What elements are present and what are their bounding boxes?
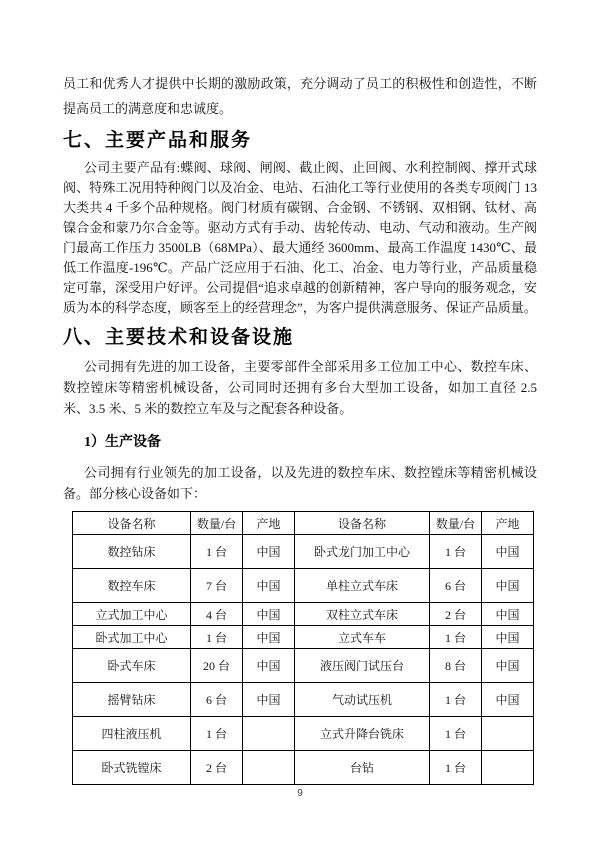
table-cell: 单柱立式车床 xyxy=(295,569,430,603)
table-row xyxy=(73,626,534,649)
table-cell: 20 台 xyxy=(191,649,243,683)
table-cell: 1 台 xyxy=(430,535,482,569)
table-cell: 中国 xyxy=(243,649,295,683)
table-cell xyxy=(243,717,295,751)
table-cell: 卧式车床 xyxy=(73,649,191,683)
table-cell: 6 台 xyxy=(430,569,482,603)
table-header-cell: 数量/台 xyxy=(191,512,243,535)
page-number: 9 xyxy=(297,788,303,799)
table-cell: 中国 xyxy=(482,535,534,569)
table-cell: 1 台 xyxy=(430,717,482,751)
table-row xyxy=(73,603,534,626)
table-row xyxy=(73,649,534,683)
table-row xyxy=(73,569,534,603)
table-cell: 中国 xyxy=(243,626,295,649)
table-cell: 2 台 xyxy=(430,603,482,626)
table-cell: 1 台 xyxy=(191,717,243,751)
table-cell: 7 台 xyxy=(191,569,243,603)
table-cell: 摇臂钻床 xyxy=(73,683,191,717)
table-header-cell: 设备名称 xyxy=(295,512,430,535)
table-cell: 中国 xyxy=(243,569,295,603)
table-cell: 1 台 xyxy=(191,626,243,649)
table-cell: 中国 xyxy=(243,603,295,626)
table-cell: 中国 xyxy=(243,683,295,717)
table-header-cell: 产地 xyxy=(482,512,534,535)
equipment-table-head xyxy=(73,512,534,535)
section-7-heading: 七、主要产品和服务 xyxy=(63,130,253,151)
table-cell: 立式车车 xyxy=(295,626,430,649)
table-cell: 8 台 xyxy=(430,649,482,683)
table-cell: 台钻 xyxy=(295,751,430,785)
table-cell xyxy=(243,751,295,785)
table-row xyxy=(73,683,534,717)
table-cell: 中国 xyxy=(482,603,534,626)
table-cell xyxy=(482,751,534,785)
table-cell: 中国 xyxy=(482,626,534,649)
equipment-table xyxy=(72,511,534,785)
table-cell: 中国 xyxy=(482,649,534,683)
table-cell: 4 台 xyxy=(191,603,243,626)
table-cell: 1 台 xyxy=(430,626,482,649)
table-cell: 立式加工中心 xyxy=(73,603,191,626)
table-cell: 2 台 xyxy=(191,751,243,785)
table-cell: 卧式加工中心 xyxy=(73,626,191,649)
table-row xyxy=(73,535,534,569)
table-row xyxy=(73,717,534,751)
table-cell: 数控车床 xyxy=(73,569,191,603)
paragraph-continuation: 员工和优秀人才提供中长期的激励政策，充分调动了员工的积极性和创造性，不断提高员工的满意度和忠诚度。 xyxy=(63,76,537,116)
table-cell: 卧式铣镗床 xyxy=(73,751,191,785)
table-header-cell: 设备名称 xyxy=(73,512,191,535)
table-cell: 气动试压机 xyxy=(295,683,430,717)
table-cell: 1 台 xyxy=(430,683,482,717)
table-cell: 6 台 xyxy=(191,683,243,717)
table-cell: 中国 xyxy=(482,569,534,603)
section-7-paragraph: 公司主要产品有:蝶阀、球阀、闸阀、截止阀、止回阀、水利控制阀、撑开式球阀、特殊工况用特种阀门以及冶金、电站、石油化工等行业使用的各类专项阀门 13 大类共 4 千多个品种规格。阀门材质有碳钢、合金钢、不锈钢、双相钢、钛材、高镍合金和蒙乃尔合金等。驱动方式有手动、齿轮传动、电动、气动和液动。生产阀门最高工作压力 3500LB（68MPa）、最大通经 3600mm、最高工作温度 1430℃、最低工作温度-196℃。产品广泛应用于石油、化工、冶金、电力等行业，产品质量稳定可靠，深受用户好评。公司提倡“追求卓越的创新精神，客户导向的服务观念，安质为本的科学态度，顾客至上的经营理念”，为客户提供满意服务、保证产品质量。 xyxy=(63,160,537,315)
table-cell: 立式升降台铣床 xyxy=(295,717,430,751)
table-cell xyxy=(482,717,534,751)
section-8-heading: 八、主要技术和设备设施 xyxy=(63,327,295,348)
table-header-cell: 数量/台 xyxy=(430,512,482,535)
table-cell: 1 台 xyxy=(191,535,243,569)
table-cell: 数控钻床 xyxy=(73,535,191,569)
table-cell: 1 台 xyxy=(430,751,482,785)
table-cell: 中国 xyxy=(243,535,295,569)
table-cell: 中国 xyxy=(482,683,534,717)
table-header-cell: 产地 xyxy=(243,512,295,535)
table-cell: 四柱液压机 xyxy=(73,717,191,751)
equipment-table-body xyxy=(73,535,534,785)
table-header-row xyxy=(73,512,534,535)
section-8-paragraph: 公司拥有先进的加工设备，主要零部件全部采用多工位加工中心、数控车床、数控镗床等精密机械设备，公司同时还拥有多台大型加工设备，如加工直径 2.5 米、3.5 米、5 米的数控立车及与之配套各种设备。 xyxy=(63,359,537,416)
table-cell: 液压阀门试压台 xyxy=(295,649,430,683)
table-cell: 卧式龙门加工中心 xyxy=(295,535,430,569)
table-cell: 双柱立式车床 xyxy=(295,603,430,626)
production-equipment-subheading: 1）生产设备 xyxy=(84,435,161,450)
equipment-intro-paragraph: 公司拥有行业领先的加工设备，以及先进的数控车床、数控镗床等精密机械设备。部分核心设备如下： xyxy=(63,465,537,501)
table-row xyxy=(73,751,534,785)
